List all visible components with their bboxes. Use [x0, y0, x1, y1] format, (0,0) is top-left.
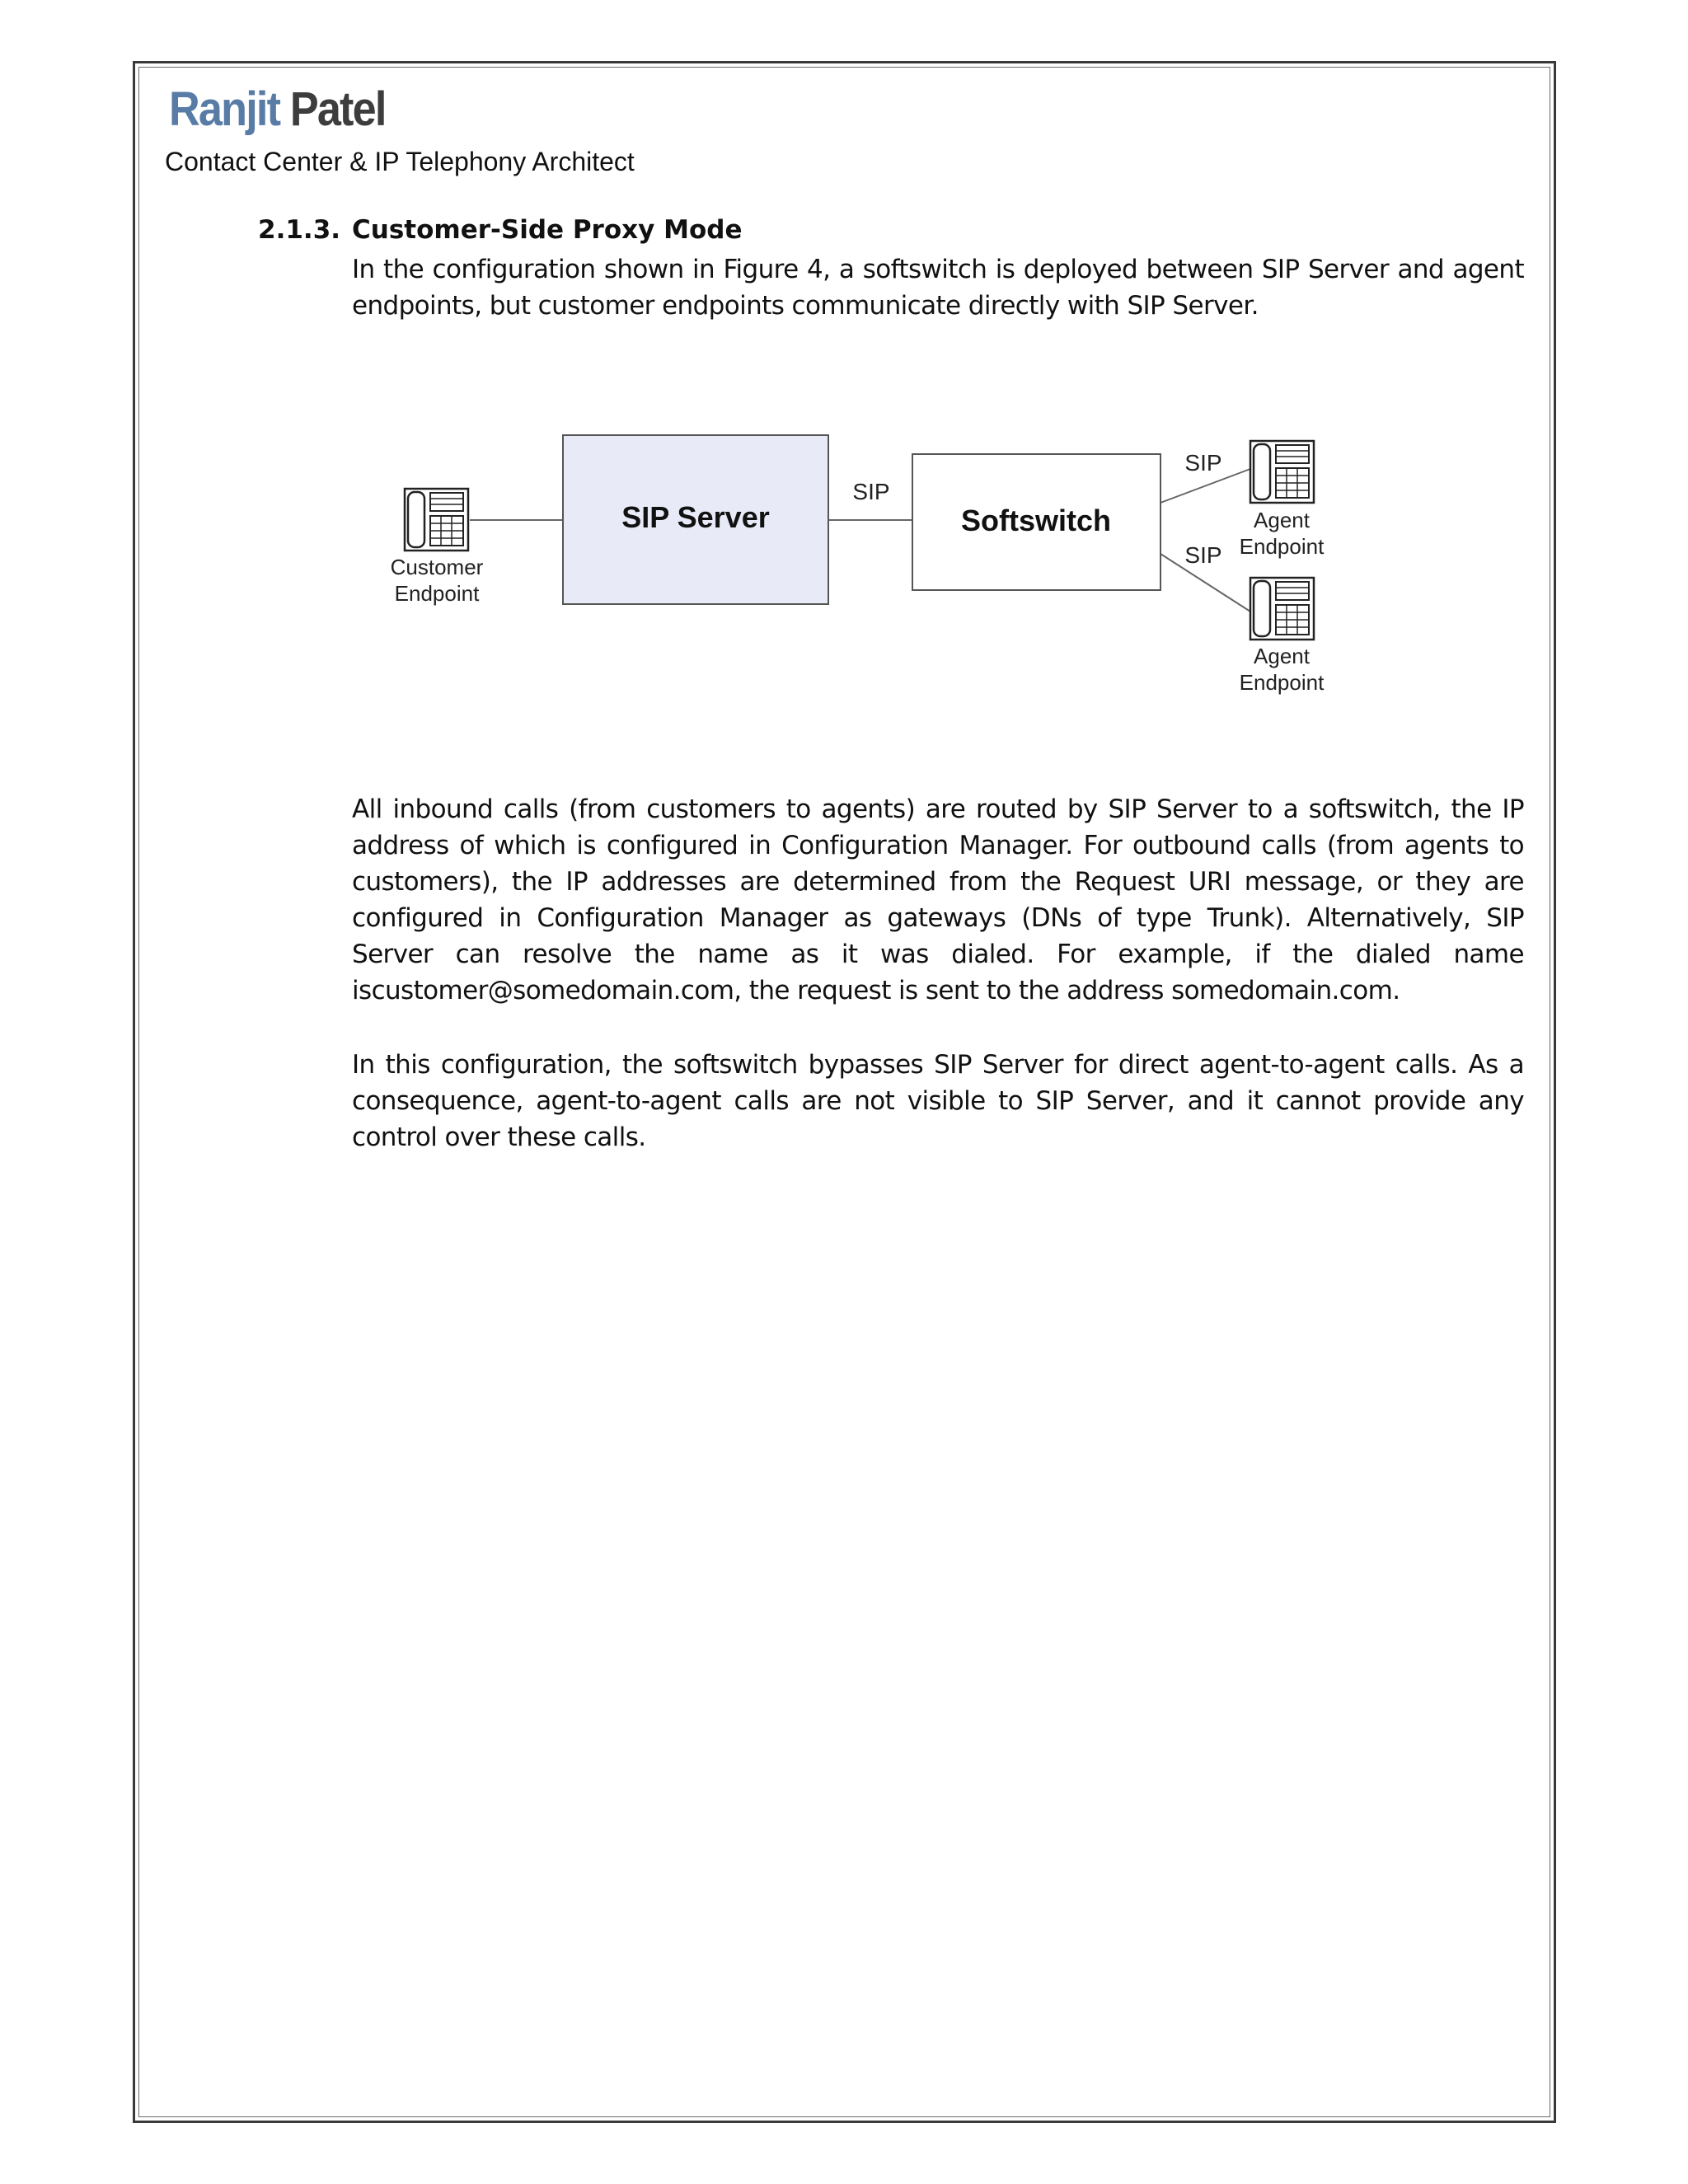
customer-label-line1: Customer: [390, 555, 484, 579]
intro-paragraph: In the configuration shown in Figure 4, a softswitch is deployed between SIP Server and agent endpoints, but customer endpoints communicate directly with SIP Server.: [352, 255, 1524, 321]
customer-phone-icon: [405, 489, 468, 551]
agent1-phone-icon: [1250, 441, 1314, 503]
agent2-label-line1: Agent: [1254, 644, 1310, 668]
agent-to-agent-paragraph: In this configuration, the softswitch bypasses SIP Server for direct agent-to-agent calls. As a consequence, agent-to-agent calls are not visible to SIP Server, and it cannot provide any control over these calls.: [352, 1050, 1524, 1152]
logo-first-name: Ranjit: [169, 82, 280, 136]
section-number: 2.1.3.: [258, 215, 341, 245]
inbound-outbound-paragraph: All inbound calls (from customers to agents) are routed by SIP Server to a softswitch, the IP address of which is configured in Configuration Manager. For outbound calls (from agents to customers), the IP addresses are determined from the Request URI message, or they are configured in Configuration Manager as gateways (DNs of type Trunk). Alternatively, SIP Server can resolve the name as it was dialed. For example, if the dialed name iscustomer@somedomain.com, the request is sent to the address somedomain.com.: [352, 794, 1524, 1005]
sip-link-label-agent2: SIP: [1184, 542, 1222, 568]
agent1-label-line1: Agent: [1254, 508, 1310, 532]
section-title: Customer-Side Proxy Mode: [352, 215, 743, 245]
agent2-phone-icon: [1250, 578, 1314, 640]
customer-label-line2: Endpoint: [394, 581, 480, 606]
agent1-label-line2: Endpoint: [1239, 534, 1325, 559]
sip-link-label-agent1: SIP: [1184, 450, 1222, 476]
logo-last-name: Patel: [289, 82, 386, 136]
sip-link-label: SIP: [852, 479, 890, 504]
softswitch-label: Softswitch: [960, 504, 1112, 537]
author-subtitle: Contact Center & IP Telephony Architect: [165, 147, 635, 176]
figure-4-diagram: [0, 0, 1688, 742]
agent2-label-line2: Endpoint: [1239, 670, 1325, 695]
sip-server-label: SIP Server: [621, 500, 770, 534]
